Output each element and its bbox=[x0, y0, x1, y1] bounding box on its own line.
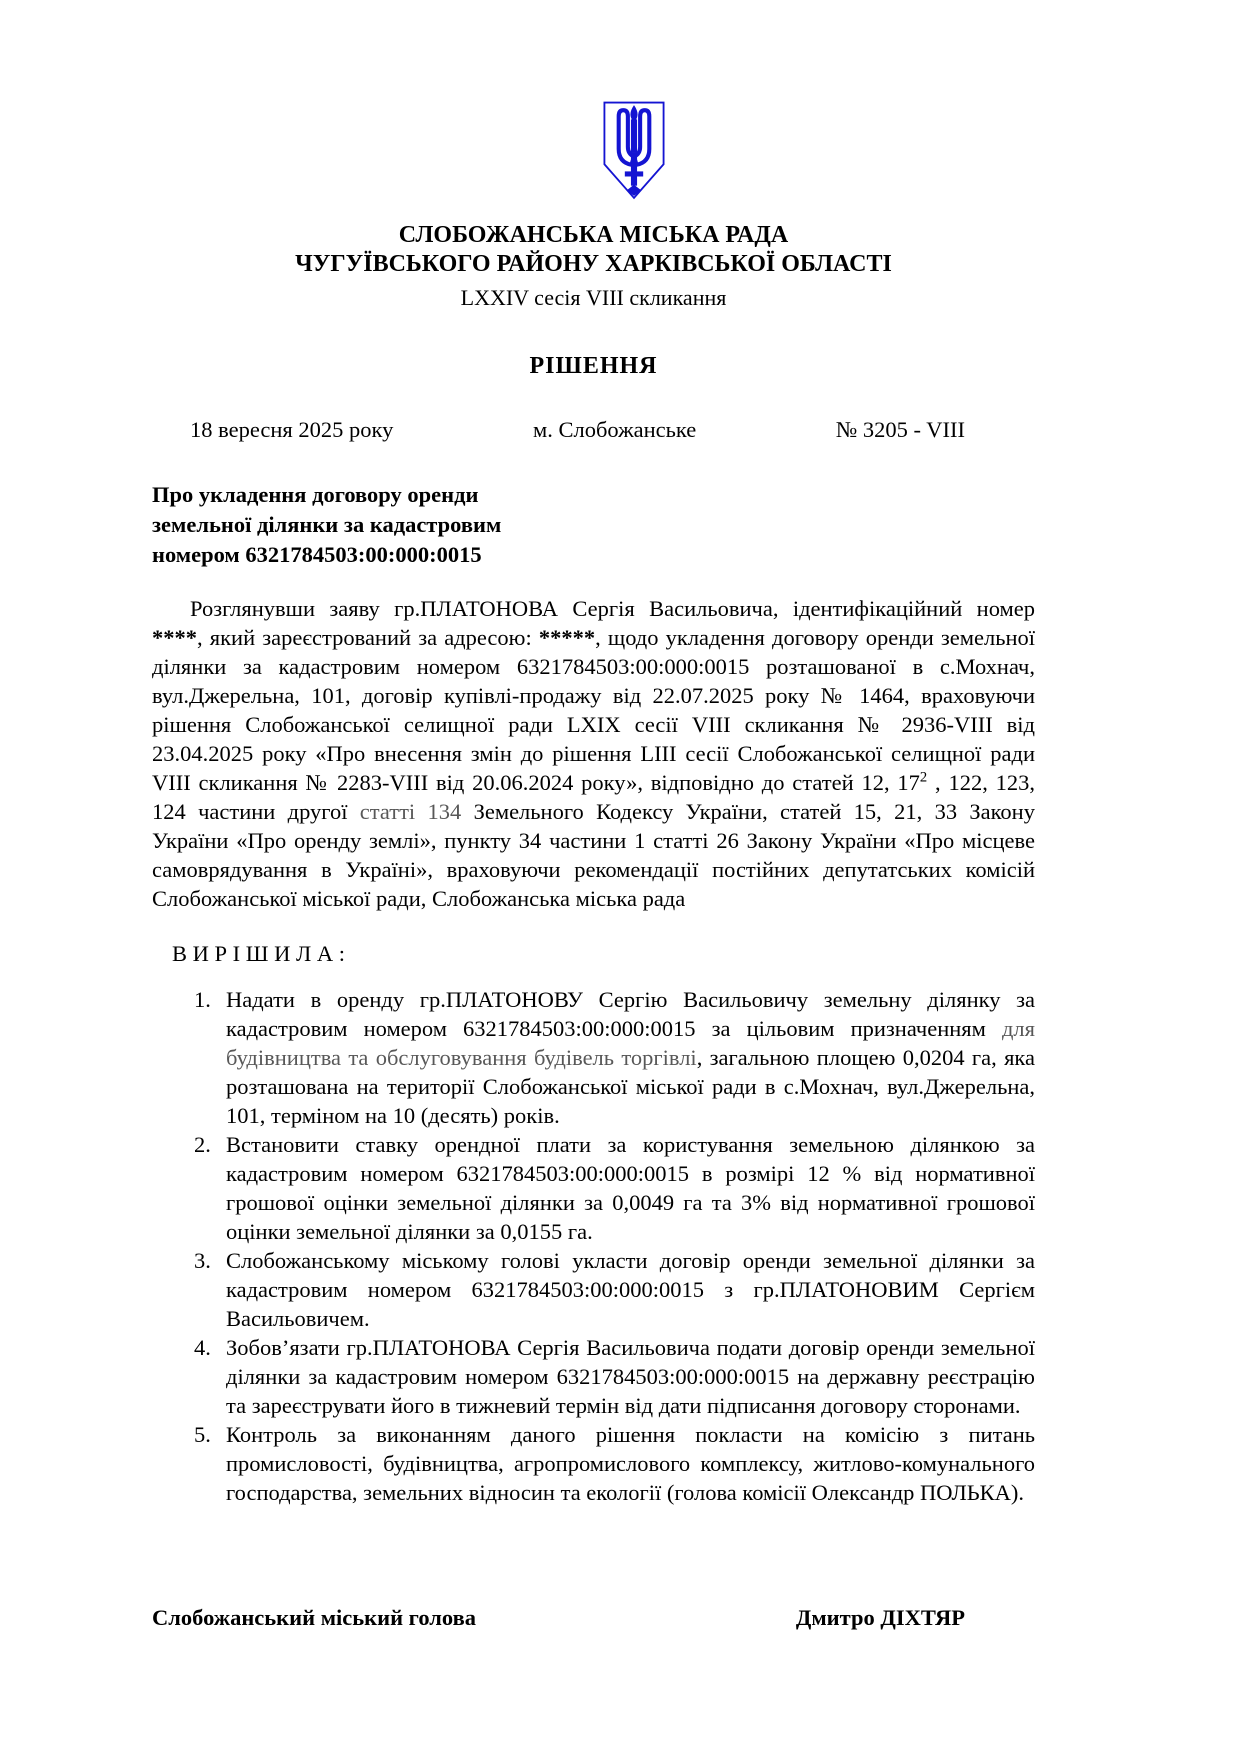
item-text: Слобожанському міському голові укласти договір оренди земельної ділянки за кадастровим номером 6321784503:00:000:0015 з гр.ПЛАТОНОВИМ Сергієм Васильовичем. bbox=[226, 1248, 1035, 1331]
subject-line-1: Про укладення договору оренди bbox=[152, 482, 479, 507]
ukraine-coat-of-arms bbox=[601, 100, 667, 209]
trident-icon bbox=[601, 100, 667, 202]
council-name: СЛОБОЖАНСЬКА МІСЬКА РАДА bbox=[398, 222, 789, 248]
session-info: LXXIV сесія VIII скликання bbox=[460, 285, 727, 310]
signature-name: Дмитро ДІХТЯР bbox=[795, 1605, 965, 1630]
preamble-paragraph: Розглянувши заяву гр.ПЛАТОНОВА Сергія Васильовича, ідентифікаційний номер ****, який зареєстрований за адресою: *****, щодо укладення договору оренди земельної ділянки за кадастровим номером 6321784503:00:000:0015 розташованої в с.Мохнач, вул.Джерельна, 101, договір купівлі-продажу від 22.07.2025 року № 1464, враховуючи рішення Слобожанської селищної ради LXIX сесії VIII скликання № 2936-VIII від 23.04.2025 року «Про внесення змін до рішення LIII сесії Слобожанської селищної ради VIII скликання № 2283-VIII від 20.06.2024 року», відповідно до статей 12, $17^2$ , 122, 123, 124 частини другої статті 134 Земельного Кодексу України, статей 15, 21, 33 Закону України «Про оренду землі», пункту 34 частини 1 статті 26 Закону України «Про місцеве самоврядування в Україні», враховуючи рекомендації постійних депутатських комісій Слобожанської міської ради, Слобожанська міська рада bbox=[152, 596, 1036, 911]
district-name: ЧУГУЇВСЬКОГО РАЙОНУ ХАРКІВСЬКОЇ ОБЛАСТІ bbox=[295, 251, 892, 277]
resolution-item bbox=[152, 1130, 1035, 1246]
resolution-item bbox=[152, 1420, 1035, 1507]
item-text: Встановити ставку орендної плати за користування земельною ділянкою за кадастровим номером 6321784503:00:000:0015 в розмірі 12 % від нормативної грошової оцінки земельної ділянки за 0,0049 га та 3% від нормативної грошової оцінки земельної ділянки за 0,0155 га. bbox=[226, 1132, 1035, 1244]
resolution-item bbox=[152, 985, 1035, 1130]
item-text: Зобов’язати гр.ПЛАТОНОВА Сергія Васильовича подати договір оренди земельної ділянки за кадастровим номером 6321784503:00:000:0015 на державну реєстрацію та зареєструвати його в тижневий термін від дати підписання договору сторонами. bbox=[226, 1335, 1035, 1418]
decision-place: м. Слобожанське bbox=[532, 417, 697, 442]
resolution-heading: В И Р І Ш И Л А : bbox=[172, 941, 345, 966]
meta-row bbox=[152, 415, 1035, 444]
item-text: Контроль за виконанням даного рішення покласти на комісію з питань промисловості, будівництва, агропромислового комплексу, житлово-комунального господарства, земельних відносин та екології (голова комісії Олександр ПОЛЬКА). bbox=[226, 1422, 1035, 1505]
item-number: 3. bbox=[194, 1248, 211, 1273]
item-number: 1. bbox=[194, 987, 211, 1012]
subject-line-3: номером 6321784503:00:000:0015 bbox=[152, 542, 482, 567]
resolution-item bbox=[152, 1246, 1035, 1333]
signature-title: Слобожанський міський голова bbox=[152, 1605, 476, 1630]
resolution-list bbox=[152, 985, 1035, 1507]
item-text: Надати в оренду гр.ПЛАТОНОВУ Сергію Васильовичу земельну ділянку за кадастровим номером 6321784503:00:000:0015 за цільовим призначенням для будівництва та обслуговування будівель торгівлі, загальною площею 0,0204 га, яка розташована на території Слобожанської міської ради в с.Мохнач, вул.Джерельна, 101, терміном на 10 (десять) років. bbox=[226, 987, 1035, 1128]
subject-line-2: земельної ділянки за кадастровим bbox=[152, 512, 502, 537]
decision-number: № 3205 - VIII bbox=[835, 417, 965, 442]
document-type-heading: РІШЕННЯ bbox=[529, 353, 658, 379]
decision-subject bbox=[152, 480, 1035, 570]
item-number: 4. bbox=[194, 1335, 211, 1360]
resolution-item bbox=[152, 1333, 1035, 1420]
signature-row bbox=[152, 1603, 1035, 1632]
item-number: 5. bbox=[194, 1422, 211, 1447]
decision-date: 18 вересня 2025 року bbox=[190, 417, 394, 442]
item-number: 2. bbox=[194, 1132, 211, 1157]
